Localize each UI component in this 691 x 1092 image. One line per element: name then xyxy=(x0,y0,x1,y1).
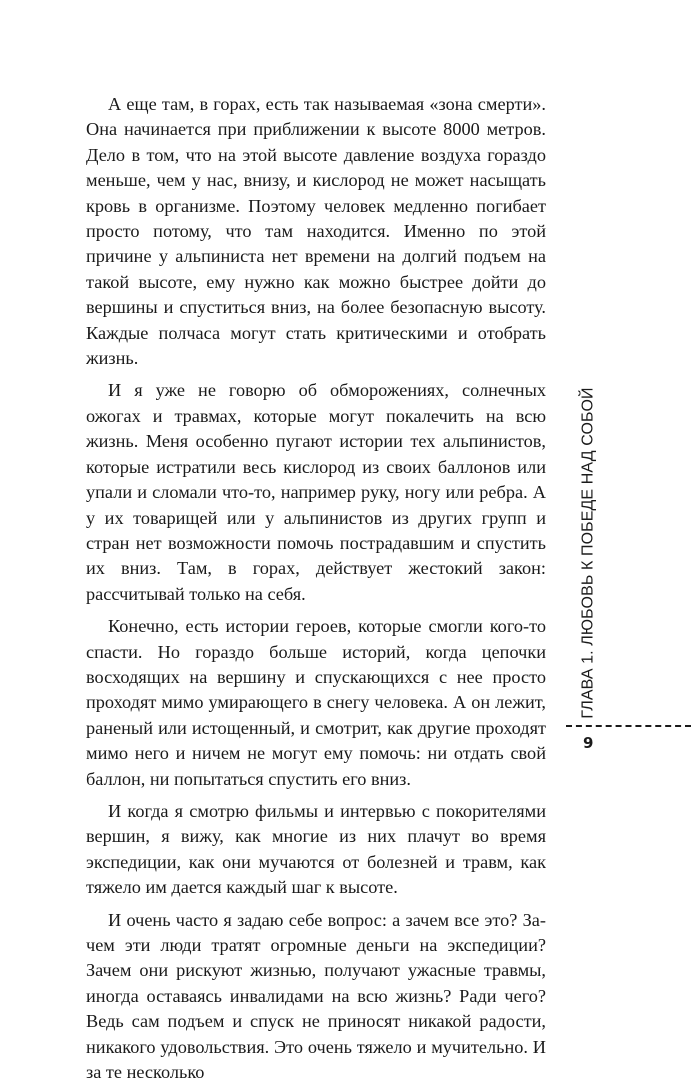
body-text xyxy=(86,92,546,1092)
paragraph: И когда я смотрю фильмы и интервью с покорителями вершин, я вижу, как многие из них плачут во время экспедиции, как они мучаются от болезней и травм, как тяжело им дается каждый шаг к высоте. xyxy=(86,800,546,898)
dashed-divider xyxy=(566,725,691,727)
paragraph: А еще там, в горах, есть так называемая «зона смерти». Она начинается при приближении к высоте 8000 метров. Дело в том, что на этой высоте давление воздуха гораздо меньше, чем у нас, внизу, и кислород не может насыщать кровь в организме. Поэтому человек медленно погибает просто потому, что там находится. Именно по этой причине у альпиниста нет времени на долгий подъем на такой высоте, ему нужно как можно быстрее дойти до вершины и спуститься вниз, на более безопасную высоту. Каждые полчаса могут стать критическими и отобрать жизнь. xyxy=(86,94,546,369)
chapter-title: ГЛАВА 1. ЛЮБОВЬ К ПОБЕДЕ НАД СОБОЙ xyxy=(580,387,598,719)
paragraph: И очень часто я задаю себе вопрос: а зачем все это? Зачем эти люди тратят огромные деньги на экспедиции? Зачем они рискуют жизнью, получают ужасные травмы, иногда оставаясь инвалидами на всю жизнь? Ради чего? Ведь сам подъем и спуск не приносят никакой радости, никакого удовольствия. Это очень тяжело и мучительно. И за те несколько xyxy=(86,909,546,1083)
page-number: 9 xyxy=(583,734,594,752)
running-head xyxy=(573,388,605,718)
paragraph: Конечно, есть истории героев, которые смогли кого-то спасти. Но гораздо больше историй, когда цепочки восходящих на вершину и спускающихся с нее просто проходят мимо умирающего в снегу человека. А он лежит, раненый или истощенный, и смотрит, как другие проходят мимо него и ничем не могут ему помочь: ни отдать свой баллон, ни попытаться спустить его вниз. xyxy=(86,616,546,789)
paragraph: И я уже не говорю об обморожениях, солнечных ожогах и травмах, которые могут покалечить на всю жизнь. Меня особенно пугают истории тех альпинистов, которые истратили весь кислород из своих баллонов или упали и сломали что-то, например руку, ногу или ребра. А у их товарищей или у альпинистов из других групп и стран нет возможности помочь пострадавшим и спустить их вниз. Там, в горах, действует жестокий закон: рассчитывай только на себя. xyxy=(86,380,546,604)
